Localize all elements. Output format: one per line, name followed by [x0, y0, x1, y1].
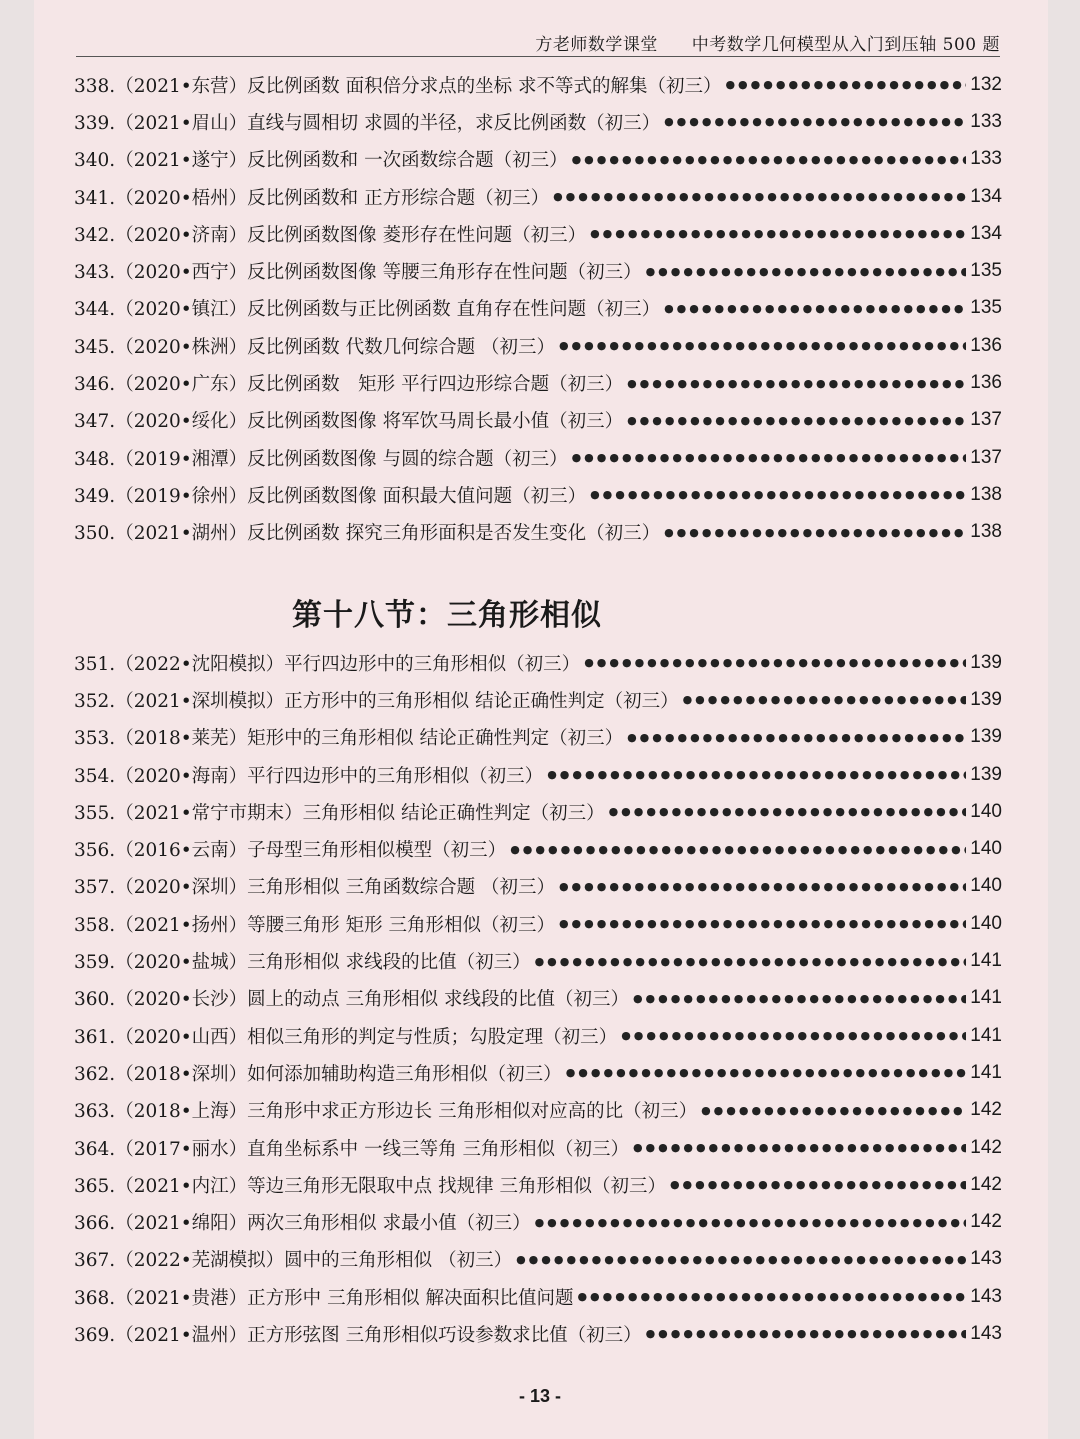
- toc-entry-page: 137: [970, 446, 1002, 468]
- toc-entry-title: 351.（2022•沈阳模拟）平行四边形中的三角形相似（初三）: [74, 653, 581, 675]
- toc-entry-title: 347.（2020•绥化）反比例函数图像 将军饮马周长最小值（初三）: [74, 411, 624, 433]
- toc-entry-page: 136: [970, 334, 1002, 356]
- toc-entry-page: 142: [970, 1136, 1002, 1158]
- toc-entry[interactable]: [74, 980, 1002, 1017]
- toc-entry-title: 364.（2017•丽水）直角坐标系中 一线三等角 三角形相似（初三）: [74, 1138, 629, 1160]
- toc-entry[interactable]: [74, 364, 1002, 401]
- toc-entry[interactable]: [74, 1092, 1002, 1129]
- dot-leader: [725, 78, 966, 91]
- toc-entry-page: 141: [970, 1024, 1002, 1046]
- toc-entry-page: 140: [970, 838, 1002, 860]
- toc-entry-title: 366.（2021•绵阳）两次三角形相似 求最小值（初三）: [74, 1213, 531, 1235]
- dot-leader: [572, 451, 967, 464]
- running-header: [76, 30, 1000, 57]
- dot-leader: [633, 1141, 966, 1154]
- page-number: - 13 -: [518, 1386, 561, 1406]
- header-author: 方老师数学课堂: [535, 35, 658, 55]
- dot-leader: [566, 1066, 967, 1079]
- toc-entry-title: 367.（2022•芜湖模拟）圆中的三角形相似 （初三）: [74, 1250, 513, 1272]
- header-book-title: 中考数学几何模型从入门到压轴 500 题: [691, 35, 1000, 55]
- toc-entry-title: 341.（2020•梧州）反比例函数和 正方形综合题（初三）: [74, 187, 550, 209]
- toc-entry-page: 139: [970, 651, 1002, 673]
- toc-entry-page: 143: [970, 1322, 1002, 1344]
- toc-entry[interactable]: [74, 103, 1002, 140]
- toc-entry[interactable]: [74, 830, 1002, 867]
- toc-entry-title: 350.（2021•湖州）反比例函数 探究三角形面积是否发生变化（初三）: [74, 523, 661, 545]
- toc-entry-title: 345.（2020•株洲）反比例函数 代数几何综合题 （初三）: [74, 336, 555, 358]
- toc-entry[interactable]: [74, 1054, 1002, 1091]
- toc-entry-page: 143: [970, 1248, 1002, 1270]
- toc-entry-title: 361.（2020•山西）相似三角形的判定与性质；勾股定理（初三）: [74, 1026, 618, 1048]
- toc-entry-page: 138: [970, 521, 1002, 543]
- toc-list-bottom: [74, 644, 1002, 1353]
- toc-entry[interactable]: [74, 178, 1002, 215]
- toc-entry-page: 141: [970, 1061, 1002, 1083]
- toc-entry[interactable]: [74, 66, 1002, 103]
- toc-entry-title: 338.（2021•东营）反比例函数 面积倍分求点的坐标 求不等式的解集（初三）: [74, 75, 722, 97]
- dot-leader: [683, 693, 967, 706]
- toc-entry-title: 353.（2018•莱芜）矩形中的三角形相似 结论正确性判定（初三）: [74, 728, 624, 750]
- toc-entry-title: 344.（2020•镇江）反比例函数与正比例函数 直角存在性问题（初三）: [74, 299, 661, 321]
- toc-entry-title: 354.（2020•海南）平行四边形中的三角形相似（初三）: [74, 765, 544, 787]
- toc-entry[interactable]: [74, 252, 1002, 289]
- toc-entry-title: 355.（2021•常宁市期末）三角形相似 结论正确性判定（初三）: [74, 802, 605, 824]
- toc-entry-page: 141: [970, 987, 1002, 1009]
- toc-entry[interactable]: [74, 681, 1002, 718]
- toc-entry[interactable]: [74, 1203, 1002, 1240]
- toc-entry-page: 133: [970, 148, 1002, 170]
- toc-entry[interactable]: [74, 905, 1002, 942]
- toc-entry-title: 356.（2016•云南）子母型三角形相似模型（初三）: [74, 840, 507, 862]
- toc-entry-title: 343.（2020•西宁）反比例函数图像 等腰三角形存在性问题（初三）: [74, 262, 642, 284]
- toc-entry-page: 142: [970, 1173, 1002, 1195]
- toc-entry-title: 352.（2021•深圳模拟）正方形中的三角形相似 结论正确性判定（初三）: [74, 690, 679, 712]
- toc-entry[interactable]: [74, 1166, 1002, 1203]
- dot-leader: [559, 339, 966, 352]
- toc-entry[interactable]: [74, 439, 1002, 476]
- dot-leader: [584, 656, 966, 669]
- toc-entry[interactable]: [74, 793, 1002, 830]
- toc-entry[interactable]: [74, 644, 1002, 681]
- toc-entry-title: 349.（2019•徐州）反比例函数图像 面积最大值问题（初三）: [74, 485, 587, 507]
- dot-leader: [559, 917, 966, 930]
- dot-leader: [590, 227, 966, 240]
- section-heading: 第十八节：三角形相似: [292, 598, 602, 633]
- toc-entry[interactable]: [74, 756, 1002, 793]
- toc-entry-page: 140: [970, 912, 1002, 934]
- toc-entry-title: 365.（2021•内江）等边三角形无限取中点 找规律 三角形相似（初三）: [74, 1175, 666, 1197]
- toc-list-top: [74, 66, 1002, 551]
- toc-entry-page: 139: [970, 688, 1002, 710]
- toc-entry-page: 139: [970, 726, 1002, 748]
- toc-entry[interactable]: [74, 476, 1002, 513]
- dot-leader: [577, 1290, 966, 1303]
- toc-entry[interactable]: [74, 402, 1002, 439]
- toc-entry-title: 340.（2021•遂宁）反比例函数和 一次函数综合题（初三）: [74, 150, 568, 172]
- toc-entry-title: 339.（2021•眉山）直线与圆相切 求圆的半径，求反比例函数（初三）: [74, 112, 661, 134]
- toc-entry-page: 135: [970, 260, 1002, 282]
- dot-leader: [670, 1178, 966, 1191]
- dot-leader: [664, 526, 966, 539]
- toc-entry-page: 140: [970, 875, 1002, 897]
- toc-entry[interactable]: [74, 1315, 1002, 1352]
- dot-leader: [701, 1104, 966, 1117]
- dot-leader: [621, 1029, 966, 1042]
- toc-entry-page: 132: [970, 73, 1002, 95]
- dot-leader: [535, 1216, 967, 1229]
- dot-leader: [627, 377, 966, 390]
- toc-entry-title: 359.（2020•盐城）三角形相似 求线段的比值（初三）: [74, 952, 531, 974]
- toc-entry-title: 362.（2018•深圳）如何添加辅助构造三角形相似（初三）: [74, 1063, 562, 1085]
- dot-leader: [627, 731, 966, 744]
- toc-entry[interactable]: [74, 1241, 1002, 1278]
- dot-leader: [559, 880, 966, 893]
- dot-leader: [627, 414, 966, 427]
- toc-entry[interactable]: [74, 514, 1002, 551]
- toc-entry-page: 136: [970, 372, 1002, 394]
- dot-leader: [547, 768, 966, 781]
- toc-entry[interactable]: [74, 942, 1002, 979]
- toc-entry-page: 141: [970, 950, 1002, 972]
- toc-entry[interactable]: [74, 719, 1002, 756]
- toc-entry-page: 137: [970, 409, 1002, 431]
- dot-leader: [553, 190, 966, 203]
- dot-leader: [664, 115, 966, 128]
- toc-entry-page: 142: [970, 1211, 1002, 1233]
- toc-entry-page: 139: [970, 763, 1002, 785]
- toc-entry[interactable]: [74, 1129, 1002, 1166]
- toc-entry-title: 346.（2020•广东）反比例函数 矩形 平行四边形综合题（初三）: [74, 374, 624, 396]
- toc-entry-title: 358.（2021•扬州）等腰三角形 矩形 三角形相似（初三）: [74, 914, 555, 936]
- toc-entry-title: 368.（2021•贵港）正方形中 三角形相似 解决面积比值问题: [74, 1287, 574, 1309]
- toc-entry[interactable]: [74, 215, 1002, 252]
- toc-entry-title: 342.（2020•济南）反比例函数图像 菱形存在性问题（初三）: [74, 224, 587, 246]
- dot-leader: [516, 1253, 966, 1266]
- toc-entry-page: 140: [970, 800, 1002, 822]
- dot-leader: [646, 1327, 967, 1340]
- toc-entry[interactable]: [74, 141, 1002, 178]
- toc-entry-page: 133: [970, 110, 1002, 132]
- toc-entry-title: 363.（2018•上海）三角形中求正方形边长 三角形相似对应高的比（初三）: [74, 1101, 698, 1123]
- toc-entry-page: 138: [970, 483, 1002, 505]
- toc-entry[interactable]: [74, 327, 1002, 364]
- toc-entry[interactable]: [74, 290, 1002, 327]
- toc-entry-title: 369.（2021•温州）正方形弦图 三角形相似巧设参数求比值（初三）: [74, 1324, 642, 1346]
- toc-entry-page: 134: [970, 222, 1002, 244]
- toc-entry[interactable]: [74, 868, 1002, 905]
- dot-leader: [664, 302, 966, 315]
- toc-entry-page: 143: [970, 1285, 1002, 1307]
- toc-entry-page: 135: [970, 297, 1002, 319]
- dot-leader: [646, 265, 967, 278]
- dot-leader: [590, 488, 966, 501]
- toc-entry-title: 360.（2020•长沙）圆上的动点 三角形相似 求线段的比值（初三）: [74, 989, 629, 1011]
- dot-leader: [633, 992, 966, 1005]
- toc-entry[interactable]: [74, 1017, 1002, 1054]
- toc-entry-title: 357.（2020•深圳）三角形相似 三角函数综合题 （初三）: [74, 877, 555, 899]
- toc-entry-title: 348.（2019•湘潭）反比例函数图像 与圆的综合题（初三）: [74, 448, 568, 470]
- toc-entry[interactable]: [74, 1278, 1002, 1315]
- dot-leader: [572, 153, 967, 166]
- toc-entry-page: 134: [970, 185, 1002, 207]
- dot-leader: [609, 805, 967, 818]
- toc-entry-page: 142: [970, 1099, 1002, 1121]
- dot-leader: [510, 843, 966, 856]
- dot-leader: [535, 955, 967, 968]
